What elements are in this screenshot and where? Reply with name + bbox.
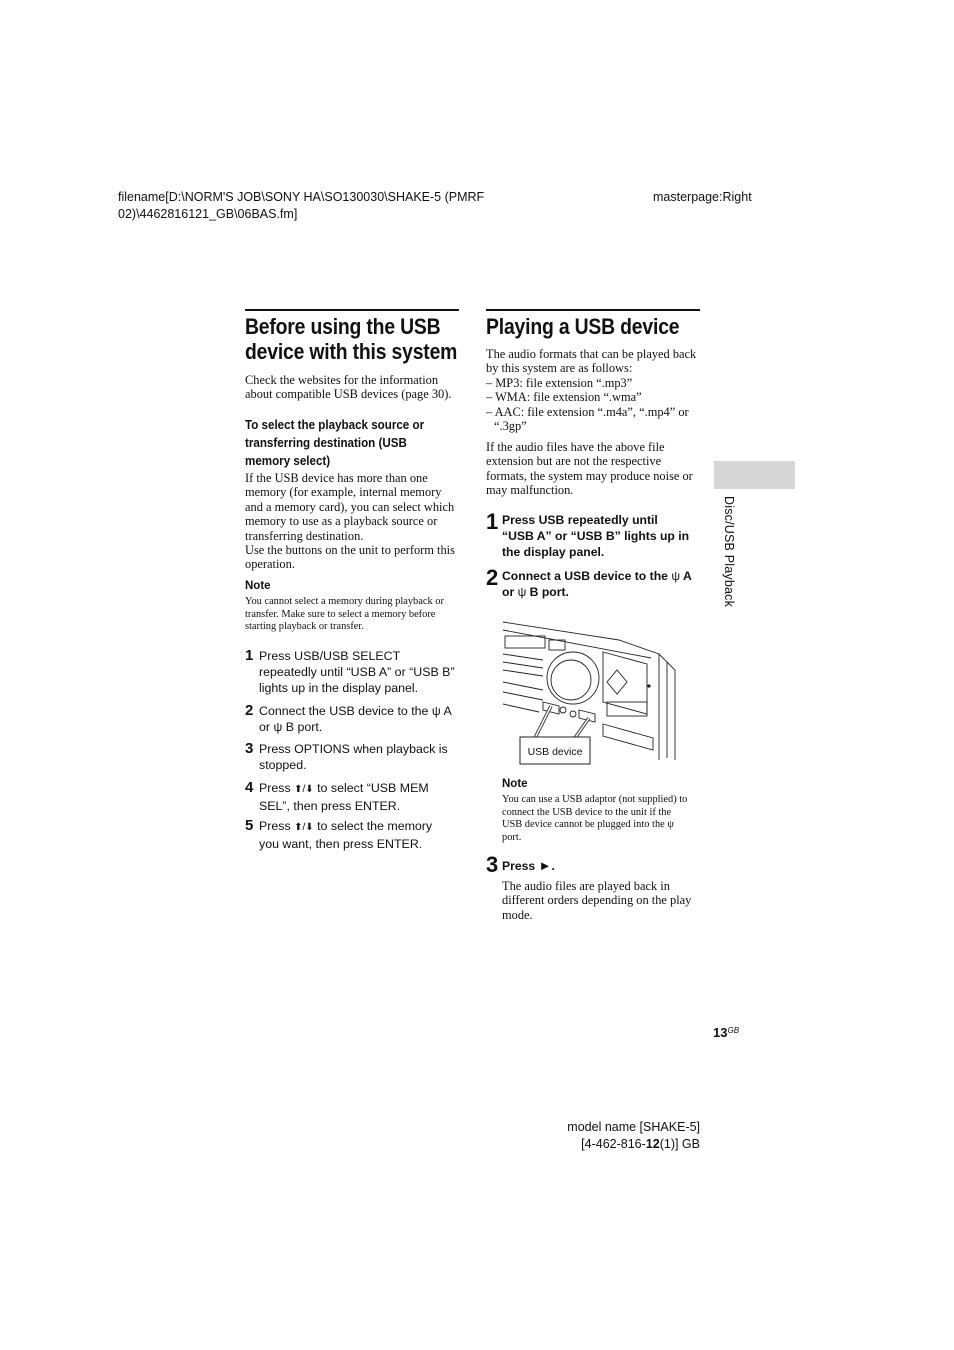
page-number [713,1025,739,1040]
left-title-line-2: device with this system [245,339,458,364]
right-paragraph-line: mode. [502,907,533,922]
right-paragraph-line: may malfunction. [486,483,574,498]
jog-button [607,670,627,694]
step-text-part: Connect a USB device to the [502,569,672,583]
step-number: 4 [245,779,254,796]
section-tab [714,461,795,489]
step-number: 1 [245,647,254,664]
left-paragraph-line: If the USB device has more than one [245,471,428,485]
masterpage-label: masterpage:Right [653,190,752,204]
step-text-line [259,818,432,836]
step-text-line: repeatedly until “USB A” or “USB B” [259,665,455,679]
right-note-line: connect the USB device to the unit if the [502,806,672,818]
step-number: 1 [486,509,499,534]
right-paragraph-line: “.3gp” [494,419,527,434]
file-path [118,189,484,223]
usb-connection-illustration [499,610,683,770]
left-title-rule [245,309,459,311]
right-note-line: You can use a USB adaptor (not supplied) to [502,794,688,805]
play-icon: ► [538,858,552,873]
file-path-line-1: filename[D:\NORM'S JOB\SONY HA\SO130030\SHAKE-5 (PMRF [118,190,485,204]
step-number: 5 [245,817,254,834]
panel-grille [503,682,543,712]
step-text-line: you want, then press ENTER. [259,837,423,851]
step-text-part: . [551,859,555,873]
footer-code-part: (1)] GB [659,1137,700,1151]
left-intro [245,373,451,402]
right-note [502,794,687,844]
usb-device-label: USB device [527,746,583,758]
left-intro-line-1: Check the websites for the information [245,373,439,387]
right-warning-paragraph [486,440,693,498]
step-text [502,512,689,560]
left-intro-line-2: about compatible USB devices (page 30). [245,387,452,402]
left-note-line: starting playback or transfer. [245,621,364,633]
left-paragraph-line: Use the buttons on the unit to perform this [245,543,455,558]
right-paragraph-line: If the audio files have the above file [486,440,665,454]
left-subheading-line-1: To select the playback source or [245,417,425,432]
left-paragraph-line: and a memory card), you can select which [245,499,455,514]
left-subheading-line-3: memory select) [245,453,331,468]
left-note [245,596,444,634]
step-text-part: Press [502,859,539,873]
step-text-line: Press USB repeatedly until [502,513,658,527]
right-paragraph-line: The audio formats that can be played back [486,347,697,361]
step-text-line: Press OPTIONS when playback is [259,742,448,756]
step-text-part: or [502,585,518,599]
step-text-part: to select “USB MEM [313,781,429,795]
right-step-3-description [502,879,691,922]
left-subheading [245,416,424,470]
left-note-line: transfer. Make sure to select a memory before [245,608,436,620]
usb-icon: ψ [517,585,527,599]
step-text-line [502,584,692,600]
step-text-line [259,703,452,719]
step-text-line: SEL”, then press ENTER. [259,799,401,813]
panel-button [505,636,545,648]
left-paragraph [245,471,455,572]
usb-icon: ψ [273,720,283,734]
left-paragraph-line: transferring destination. [245,528,364,543]
footer-model [563,1119,700,1153]
right-formats-paragraph [486,347,696,433]
step-text [259,818,432,852]
left-note-label: Note [245,580,271,592]
right-paragraph-line: extension but are not the respective [486,454,662,469]
step-number: 3 [245,740,254,757]
step-text-line: stopped. [259,758,307,772]
step-text-part: or [259,720,274,734]
usb-icon: ψ [667,819,674,831]
left-paragraph-line: memory (for example, internal memory [245,485,442,500]
step-text [502,858,555,874]
up-down-arrows-icon: ⬆/⬇ [294,822,314,833]
footer-code-part: [4-462-816- [581,1137,646,1151]
step-text-part: Press [259,781,295,795]
step-text-part: A [680,569,692,583]
left-title-line-1: Before using the USB [245,314,441,339]
step-number: 2 [245,702,254,719]
display-panel [603,652,647,714]
right-note-label: Note [502,778,528,790]
up-down-arrows-icon: ⬆/⬇ [294,784,314,795]
usb-icon: ψ [431,704,441,718]
file-path-line-2: 02)\4462816121_GB\06BAS.fm] [118,207,298,221]
right-note-part: USB device cannot be plugged into the [502,819,668,831]
right-paragraph-line: formats, the system may produce noise or [486,468,693,483]
left-title [245,314,457,364]
step-text-part: A [440,704,452,718]
footer-code [563,1136,700,1153]
left-subheading-line-2: transferring destination (USB [245,435,407,450]
step-text-line [259,719,452,735]
step-text [259,741,448,773]
page-number-suffix: GB [727,1026,740,1035]
left-paragraph-line: memory to use as a playback source or [245,514,438,529]
step-text [259,703,452,735]
panel-grille [503,654,543,676]
right-note-line [502,819,687,832]
step-text-line: lights up in the display panel. [259,681,419,695]
step-text-line: “USB A” or “USB B” lights up in [502,529,690,543]
right-paragraph-line: The audio files are played back in [502,879,670,893]
section-tab-label: Disc/USB Playback [722,496,736,608]
page-number-value: 13 [713,1025,728,1040]
step-text-part: Press [259,819,295,833]
step-number: 3 [486,852,499,877]
step-text [502,568,692,600]
step-text-line [502,568,692,584]
footer-model-name: model name [SHAKE-5] [567,1120,700,1134]
right-paragraph-line: – WMA: file extension “.wma” [486,390,642,405]
footer-code-part: 12 [645,1137,660,1151]
step-text [259,780,429,814]
left-note-line: You cannot select a memory during playback or [245,596,444,607]
right-title: Playing a USB device [486,314,680,339]
step-number: 2 [486,565,499,590]
step-text-line [259,780,429,798]
right-note-line: port. [502,831,522,843]
step-text-part: Connect the USB device to the [259,704,432,718]
left-paragraph-line: operation. [245,557,295,572]
right-title-rule [486,309,700,311]
step-text-line: Press USB/USB SELECT [259,649,401,663]
right-paragraph-line: – MP3: file extension “.mp3” [486,375,633,390]
step-text-part: B port. [282,720,323,734]
right-paragraph-line: by this system are as follows: [486,361,633,376]
step-text [259,648,455,696]
step-text-part: to select the memory [313,819,433,833]
usb-icon: ψ [671,569,681,583]
step-text-part: B port. [526,585,569,599]
right-paragraph-line: different orders depending on the play [502,893,692,908]
step-text-line: the display panel. [502,545,605,559]
right-paragraph-line: – AAC: file extension “.m4a”, “.mp4” or [486,404,689,419]
